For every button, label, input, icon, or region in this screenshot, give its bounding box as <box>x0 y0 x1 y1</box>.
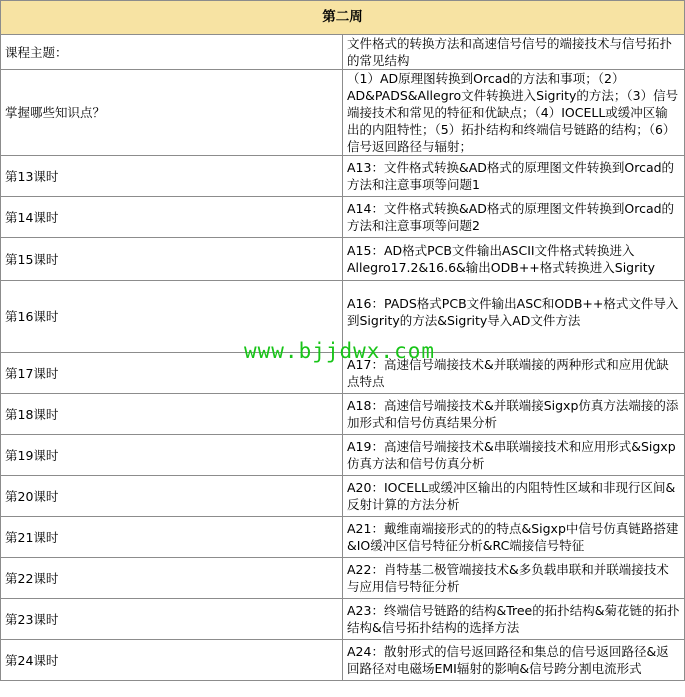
table-row <box>1 70 685 156</box>
table-row <box>1 435 685 476</box>
table-row <box>1 156 685 197</box>
row-label: 第17课时 <box>1 353 343 394</box>
row-text: A23：终端信号链路的结构&Tree的拓扑结构&菊花链的拓扑结构&信号拓扑结构的选择方法 <box>343 599 685 640</box>
table-row <box>1 558 685 599</box>
table-row <box>1 35 685 70</box>
row-label: 掌握哪些知识点？ <box>1 70 343 156</box>
row-text: A20：IOCELL或缓冲区输出的内阻特性区域和非现行区间&反射计算的方法分析 <box>343 476 685 517</box>
table-header-row <box>1 1 685 35</box>
row-label: 第14课时 <box>1 197 343 238</box>
row-label: 第13课时 <box>1 156 343 197</box>
table-row <box>1 476 685 517</box>
row-text: A21：戴维南端接形式的的特点&Sigxp中信号仿真链路搭建&IO缓冲区信号特征分析&RC端接信号特征 <box>343 517 685 558</box>
row-label: 第16课时 <box>1 281 343 353</box>
row-label: 第20课时 <box>1 476 343 517</box>
row-text: A18：高速信号端接技术&并联端接Sigxp仿真方法端接的添加形式和信号仿真结果分析 <box>343 394 685 435</box>
row-label: 第19课时 <box>1 435 343 476</box>
week-title: 第二周 <box>1 1 685 35</box>
row-label: 第23课时 <box>1 599 343 640</box>
row-text: A22：肖特基二极管端接技术&多负载串联和并联端接技术与应用信号特征分析 <box>343 558 685 599</box>
row-label: 课程主题： <box>1 35 343 70</box>
row-text: A16：PADS格式PCB文件输出ASC和ODB++格式文件导入到Sigrity的方法&Sigrity导入AD文件方法 <box>343 281 685 353</box>
row-text: A19：高速信号端接技术&串联端接技术和应用形式&Sigxp仿真方法和信号仿真分析 <box>343 435 685 476</box>
row-label: 第15课时 <box>1 238 343 281</box>
row-label: 第18课时 <box>1 394 343 435</box>
row-label: 第21课时 <box>1 517 343 558</box>
row-text: A17：高速信号端接技术&并联端接的两种形式和应用优缺点特点 <box>343 353 685 394</box>
table-row <box>1 238 685 281</box>
row-text: A13：文件格式转换&AD格式的原理图文件转换到Orcad的方法和注意事项等问题1 <box>343 156 685 197</box>
watermark: www.bjjdwx.com <box>244 339 436 363</box>
table-row <box>1 197 685 238</box>
row-text: A24：散射形式的信号返回路径和集总的信号返回路径&返回路径对电磁场EMI辐射的影响&信号跨分割电流形式 <box>343 640 685 681</box>
table-row <box>1 517 685 558</box>
table-row <box>1 640 685 681</box>
row-text: A14：文件格式转换&AD格式的原理图文件转换到Orcad的方法和注意事项等问题2 <box>343 197 685 238</box>
table-row <box>1 599 685 640</box>
table-row <box>1 394 685 435</box>
row-text: （1）AD原理图转换到Orcad的方法和事项；（2）AD&PADS&Allegro文件转换进入Sigrity的方法；（3）信号端接技术和常见的特征和优缺点；（4）IOCELL或缓冲区输出的内阻特性；（5）拓扑结构和终端信号链路的结构；（6）信号返回路径与辐射； <box>343 70 685 156</box>
row-label: 第22课时 <box>1 558 343 599</box>
row-text: 文件格式的转换方法和高速信号信号的端接技术与信号拓扑的常见结构 <box>343 35 685 70</box>
row-text: A15：AD格式PCB文件输出ASCII文件格式转换进入Allegro17.2&16.6&输出ODB++格式转换进入Sigrity <box>343 238 685 281</box>
row-label: 第24课时 <box>1 640 343 681</box>
